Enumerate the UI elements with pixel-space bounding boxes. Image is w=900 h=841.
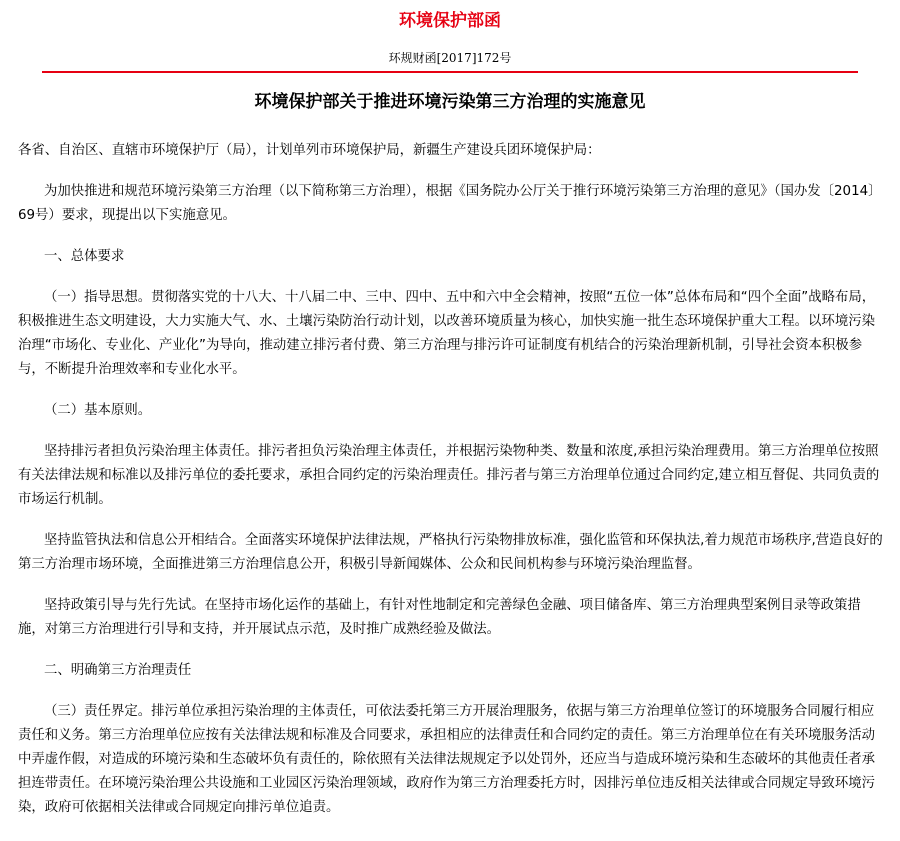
section-heading-third-party-responsibility: 二、明确第三方治理责任 — [44, 663, 192, 678]
document-title: 环境保护部关于推进环境污染第三方治理的实施意见 — [254, 92, 646, 112]
header-divider — [42, 71, 858, 73]
section-heading-general-requirements: 一、总体要求 — [44, 249, 125, 264]
agency-header: 环境保护部函 — [399, 11, 501, 31]
basic-principles-heading: （二）基本原则。 — [44, 403, 152, 418]
document-body — [18, 139, 884, 837]
principle-polluter-responsibility: 坚持排污者担负污染治理主体责任。排污者担负污染治理主体责任，并根据污染物种类、数量和浓度,承担污染治理费用。第三方治理单位按照有关法律法规和标准以及排污单位的委托要求，承担合同约定的污染治理责任。排污者与第三方治理单位通过合同约定,建立相互督促、共同负责的市场运行机制。 — [18, 444, 880, 507]
document-number: 环规财函[2017]172号 — [388, 51, 512, 65]
principle-supervision-disclosure: 坚持监管执法和信息公开相结合。全面落实环境保护法律法规，严格执行污染物排放标准，强化监管和环保执法,着力规范市场秩序,营造良好的第三方治理市场环境，全面推进第三方治理信息公开，积极引导新闻媒体、公众和民间机构参与环境污染治理监督。 — [18, 533, 883, 572]
responsibility-definition-paragraph: （三）责任界定。排污单位承担污染治理的主体责任，可依法委托第三方开展治理服务，依据与第三方治理单位签订的环境服务合同履行相应责任和义务。第三方治理单位应按有关法律法规和标准及合同要求，承担相应的法律责任和合同约定的责任。第三方治理单位在有关环境服务活动中弄虚作假，对造成的环境污染和生态破坏负有责任的，除依照有关法律法规规定予以处罚外，还应当与造成环境污染和生态破坏的其他责任者承担连带责任。在环境污染治理公共设施和工业园区污染治理领域，政府作为第三方治理委托方时，因排污单位违反相关法律或合同规定导致环境污染，政府可依据相关法律或合同规定向排污单位追责。 — [18, 704, 875, 815]
principle-policy-guidance: 坚持政策引导与先行先试。在坚持市场化运作的基础上，有针对性地制定和完善绿色金融、项目储备库、第三方治理典型案例目录等政策措施，对第三方治理进行引导和支持，并开展试点示范，及时推广成熟经验及做法。 — [18, 598, 861, 637]
salutation-paragraph: 各省、自治区、直辖市环境保护厅（局），计划单列市环境保护局，新疆生产建设兵团环境保护局： — [18, 143, 601, 158]
intro-paragraph: 为加快推进和规范环境污染第三方治理（以下简称第三方治理），根据《国务院办公厅关于推行环境污染第三方治理的意见》（国办发〔2014〕69号）要求，现提出以下实施意见。 — [18, 184, 882, 223]
guiding-ideology-paragraph: （一）指导思想。贯彻落实党的十八大、十八届二中、三中、四中、五中和六中全会精神，按照“五位一体”总体布局和“四个全面”战略布局，积极推进生态文明建设，大力实施大气、水、土壤污染防治行动计划，以改善环境质量为核心，加快实施一批生态环境保护重大工程。以环境污染治理“市场化、专业化、产业化”为导向，推动建立排污者付费、第三方治理与排污许可证制度有机结合的污染治理新机制，引导社会资本积极参与，不断提升治理效率和专业化水平。 — [18, 290, 876, 377]
